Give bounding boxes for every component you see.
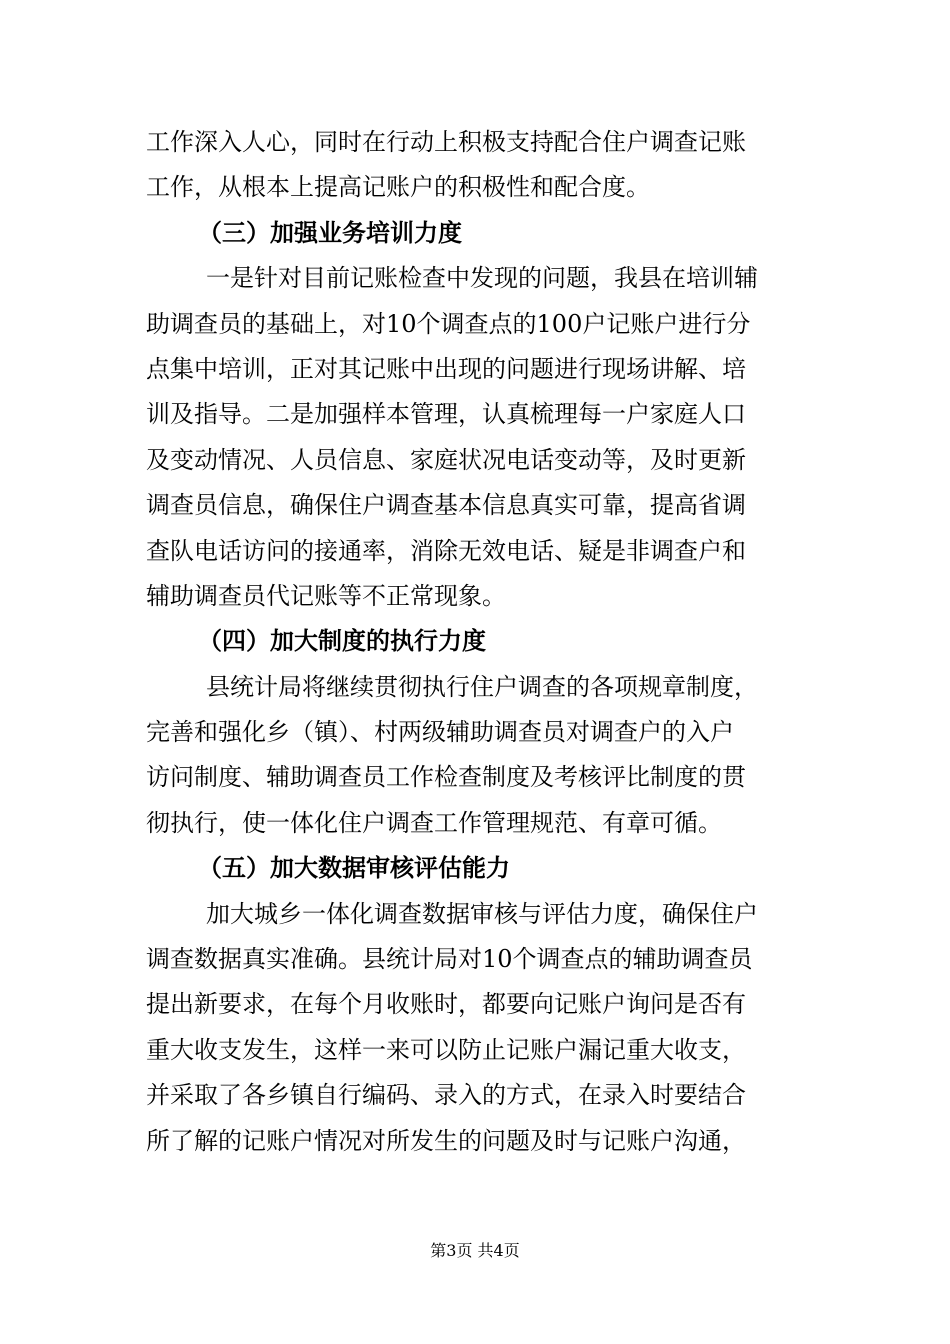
paragraph-line: 调查员信息，确保住户调查基本信息真实可靠，提高省调 — [146, 491, 746, 520]
paragraph-line: 加大城乡一体化调查数据审核与评估力度，确保住户 — [206, 899, 758, 928]
paragraph-line: 训及指导。二是加强样本管理，认真梳理每一户家庭人口 — [146, 400, 746, 429]
paragraph-line: 一是针对目前记账检查中发现的问题，我县在培训辅 — [206, 264, 758, 293]
paragraph-line: 所了解的记账户情况对所发生的问题及时与记账户沟通， — [146, 1126, 746, 1155]
section-heading: （五）加大数据审核评估能力 — [198, 854, 510, 883]
paragraph-line: 点集中培训，正对其记账中出现的问题进行现场讲解、培 — [146, 354, 746, 383]
paragraph-line: 提出新要求，在每个月收账时，都要向记账户询问是否有 — [146, 990, 746, 1019]
section-heading: （三）加强业务培训力度 — [198, 218, 462, 247]
paragraph-line: 完善和强化乡（镇）、村两级辅助调查员对调查户的入户 — [146, 718, 734, 747]
paragraph-line: 县统计局将继续贯彻执行住户调查的各项规章制度， — [206, 672, 758, 701]
paragraph-line: 彻执行，使一体化住户调查工作管理规范、有章可循。 — [146, 808, 722, 837]
paragraph-line: 重大收支发生，这样一来可以防止记账户漏记重大收支， — [146, 1035, 746, 1064]
paragraph-line: 工作深入人心，同时在行动上积极支持配合住户调查记账 — [146, 128, 746, 156]
paragraph-line: 访问制度、辅助调查员工作检查制度及考核评比制度的贯 — [146, 763, 746, 792]
paragraph-line: 查队电话访问的接通率，消除无效电话、疑是非调查户和 — [146, 536, 746, 565]
paragraph-line: 助调查员的基础上，对10个调查点的100户记账户进行分 — [146, 309, 751, 338]
paragraph-line: 调查数据真实准确。县统计局对10个调查点的辅助调查员 — [146, 945, 753, 974]
paragraph-line: 工作，从根本上提高记账户的积极性和配合度。 — [146, 173, 650, 202]
document-body — [146, 120, 808, 1164]
page-footer: 第3页 共4页 — [430, 1241, 520, 1260]
paragraph-line: 并采取了各乡镇自行编码、录入的方式，在录入时要结合 — [146, 1081, 746, 1110]
paragraph-line: 及变动情况、人员信息、家庭状况电话变动等，及时更新 — [146, 445, 746, 474]
section-heading: （四）加大制度的执行力度 — [198, 627, 486, 656]
paragraph-line: 辅助调查员代记账等不正常现象。 — [146, 581, 506, 610]
